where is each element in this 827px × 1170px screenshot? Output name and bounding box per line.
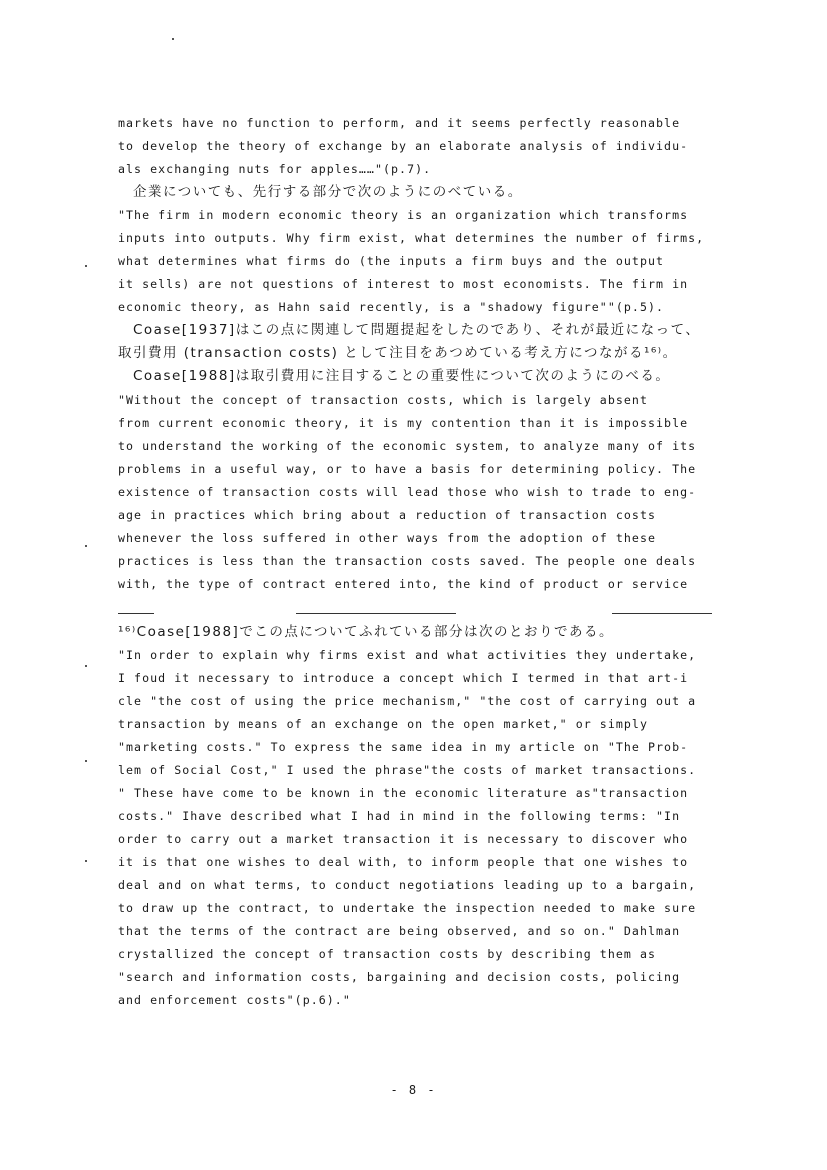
- footnote-line: crystallized the concept of transaction costs by describing them as: [118, 947, 657, 961]
- footnote-line: transaction by means of an exchange on the open market," or simply: [118, 717, 648, 731]
- body-line: economic theory, as Hahn said recently, is a "shadowy figure""(p.5).: [118, 300, 665, 314]
- scan-speck: [85, 545, 87, 547]
- body-line: 企業についても、先行する部分で次のようにのべている。: [118, 184, 523, 200]
- footnote-line: ¹⁶⁾Coase[1988]でこの点についてふれている部分は次のとおりである。: [118, 624, 615, 640]
- footnote-rule: [296, 613, 456, 614]
- body-line: whenever the loss suffered in other ways from the adoption of these: [118, 531, 657, 545]
- footnote-line: order to carry out a market transaction it is necessary to discover who: [118, 832, 689, 846]
- body-line: 取引費用 (transaction costs) として注目をあつめている考え方につながる¹⁶⁾。: [118, 345, 678, 361]
- body-line: markets have no function to perform, and it seems perfectly reasonable: [118, 116, 681, 130]
- body-line: Coase[1988]は取引費用に注目することの重要性について次のようにのべる。: [118, 368, 671, 384]
- body-line: "Without the concept of transaction costs, which is largely absent: [118, 393, 648, 407]
- body-line: als exchanging nuts for apples……"(p.7).: [118, 162, 432, 176]
- body-line: practices is less than the transaction costs saved. The people one deals: [118, 554, 697, 568]
- footnote-line: it is that one wishes to deal with, to inform people that one wishes to: [118, 855, 689, 869]
- footnote-line: costs." Ihave described what I had in mind in the following terms: "In: [118, 809, 681, 823]
- footnote-line: I foud it necessary to introduce a concept which I termed in that art-i: [118, 671, 689, 685]
- footnote-rule: [612, 613, 712, 614]
- body-line: to develop the theory of exchange by an elaborate analysis of individu-: [118, 139, 689, 153]
- body-line: Coase[1937]はこの点に関連して問題提起をしたのであり、それが最近になって、: [118, 322, 701, 338]
- footnote-line: "marketing costs." To express the same idea in my article on "The Prob-: [118, 740, 689, 754]
- footnote-line: "In order to explain why firms exist and what activities they undertake,: [118, 648, 697, 662]
- body-line: "The firm in modern economic theory is an organization which transforms: [118, 208, 689, 222]
- footnote-line: and enforcement costs"(p.6).": [118, 993, 351, 1007]
- body-line: age in practices which bring about a reduction of transaction costs: [118, 508, 657, 522]
- footnote-line: deal and on what terms, to conduct negotiations leading up to a bargain,: [118, 878, 697, 892]
- footnote-line: " These have come to be known in the economic literature as"transaction: [118, 786, 689, 800]
- body-line: problems in a useful way, or to have a basis for determining policy. The: [118, 462, 697, 476]
- page-number: - 8 -: [390, 1083, 437, 1097]
- body-line: what determines what firms do (the inputs a firm buys and the output: [118, 254, 665, 268]
- footnote-line: to draw up the contract, to undertake the inspection needed to make sure: [118, 901, 697, 915]
- scan-speck: [85, 265, 87, 267]
- footnote-rule: [118, 613, 154, 614]
- footnote-line: cle "the cost of using the price mechanism," "the cost of carrying out a: [118, 694, 697, 708]
- scan-speck: [85, 665, 87, 667]
- body-line: inputs into outputs. Why firm exist, what determines the number of firms,: [118, 231, 705, 245]
- scan-speck: [172, 38, 174, 40]
- scan-speck: [85, 860, 87, 862]
- footnote-line: "search and information costs, bargaining and decision costs, policing: [118, 970, 681, 984]
- body-line: to understand the working of the economic system, to analyze many of its: [118, 439, 697, 453]
- body-line: with, the type of contract entered into, the kind of product or service: [118, 577, 689, 591]
- footnote-line: lem of Social Cost," I used the phrase"the costs of market transactions.: [118, 763, 697, 777]
- body-line: it sells) are not questions of interest to most economists. The firm in: [118, 277, 689, 291]
- body-line: from current economic theory, it is my contention than it is impossible: [118, 416, 689, 430]
- body-line: existence of transaction costs will lead those who wish to trade to eng-: [118, 485, 697, 499]
- scan-speck: [85, 760, 87, 762]
- footnote-line: that the terms of the contract are being observed, and so on." Dahlman: [118, 924, 681, 938]
